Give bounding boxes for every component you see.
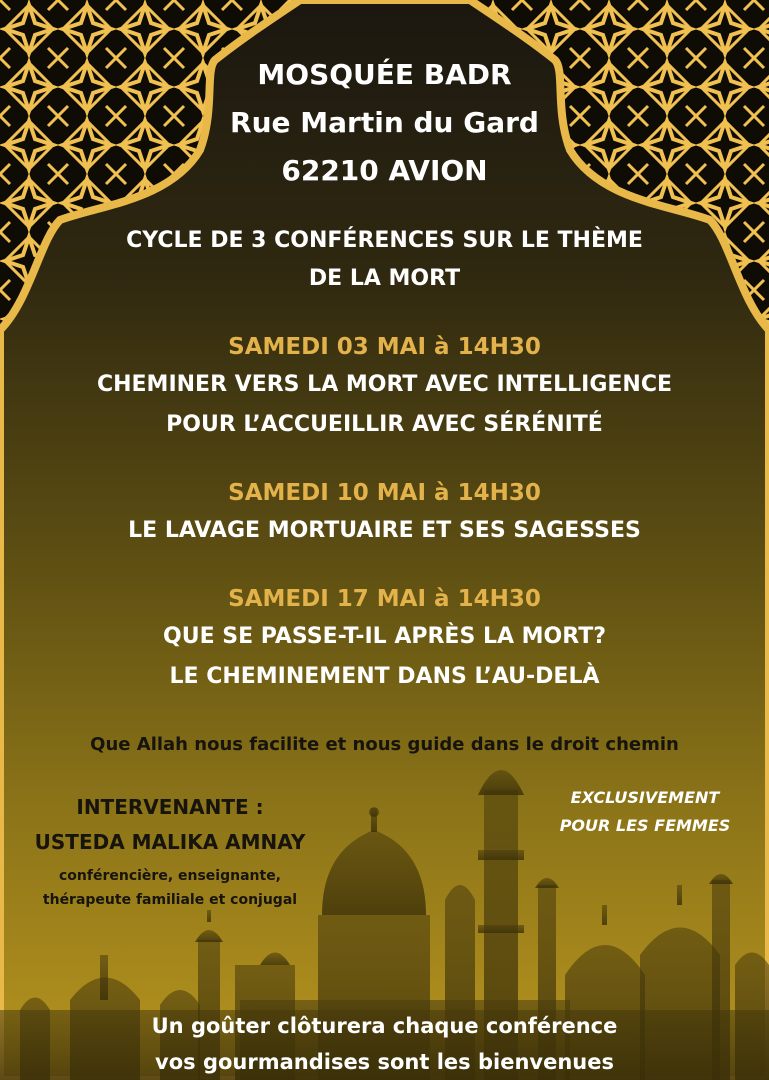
audience-line2: POUR LES FEMMES xyxy=(559,816,731,835)
footer-line1: Un goûter clôturera chaque conférence xyxy=(151,1014,618,1038)
cycle-title-line2: DE LA MORT xyxy=(308,266,461,291)
footer-line2: vos gourmandises sont les bienvenues xyxy=(155,1050,614,1074)
speaker-name: USTEDA MALIKA AMNAY xyxy=(34,830,306,854)
speaker-label: INTERVENANTE : xyxy=(76,795,264,819)
conference-1-date: SAMEDI 03 MAI à 14H30 xyxy=(228,334,541,360)
conference-2-date: SAMEDI 10 MAI à 14H30 xyxy=(228,480,541,506)
mosque-street: Rue Martin du Gard xyxy=(230,106,539,139)
mosque-name: MOSQUÉE BADR xyxy=(257,58,512,91)
conference-1-title-line2: POUR L’ACCUEILLIR AVEC SÉRÉNITÉ xyxy=(166,412,603,437)
conference-3-date: SAMEDI 17 MAI à 14H30 xyxy=(228,586,541,612)
conference-1-title-line1: CHEMINER VERS LA MORT AVEC INTELLIGENCE xyxy=(96,372,673,397)
prayer-text: Que Allah nous facilite et nous guide dans le droit chemin xyxy=(90,734,679,755)
conference-3-title-line1: QUE SE PASSE-T-IL APRÈS LA MORT? xyxy=(163,624,606,649)
audience-line1: EXCLUSIVEMENT xyxy=(570,788,720,807)
conference-2-title-line1: LE LAVAGE MORTUAIRE ET SES SAGESSES xyxy=(128,518,641,543)
cycle-title-line1: CYCLE DE 3 CONFÉRENCES SUR LE THÈME xyxy=(126,228,643,253)
conference-3-title-line2: LE CHEMINEMENT DANS L’AU-DELÀ xyxy=(169,664,600,689)
speaker-role-line1: conférencière, enseignante, xyxy=(58,868,282,884)
mosque-city: 62210 AVION xyxy=(281,154,488,187)
speaker-role-line2: thérapeute familiale et conjugal xyxy=(42,892,298,908)
